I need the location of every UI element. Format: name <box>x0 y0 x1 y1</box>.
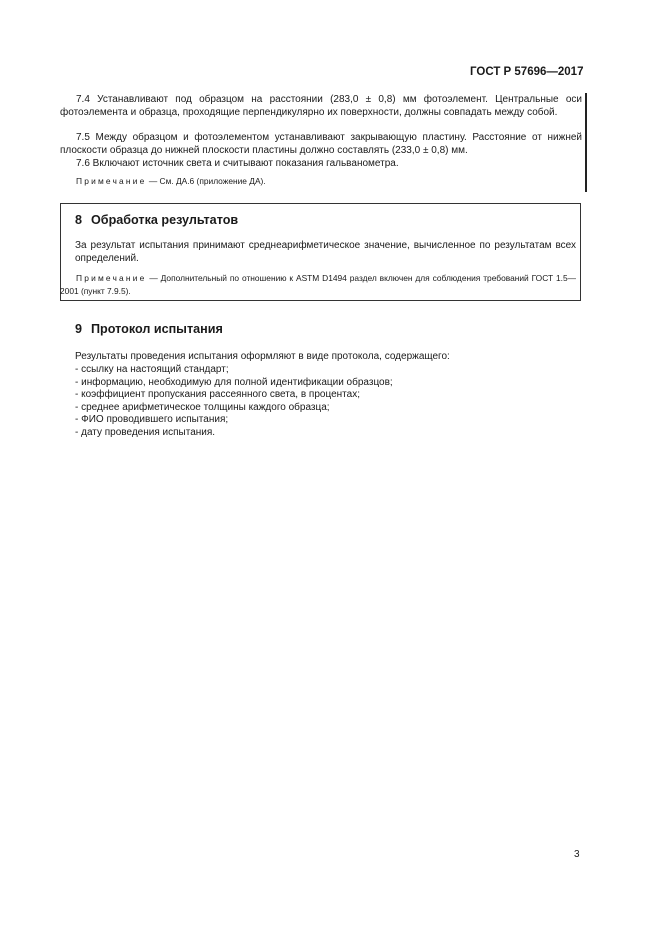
list-item: - информацию, необходимую для полной идентификации образцов; <box>75 376 393 388</box>
page-number: 3 <box>574 849 580 860</box>
paragraph-7-5: 7.5 Между образцом и фотоэлементом устанавливают закрывающую пластину. Расстояние от нижней плоскости образца до нижней плоскости пластины должно составлять (233,0 ± 0,8) мм. <box>60 132 582 156</box>
section-8-number: 8 <box>75 213 83 227</box>
section-9-heading <box>75 322 223 336</box>
protocol-contents-list <box>75 364 545 440</box>
list-item: - коэффициент пропускания рассеянного света, в процентах; <box>75 389 360 401</box>
section-9-number: 9 <box>75 322 83 336</box>
note-label: Примечание <box>76 273 147 283</box>
list-item: - ФИО проводившего испытания; <box>75 414 229 426</box>
list-item: - дату проведения испытания. <box>75 426 216 438</box>
section-8-heading <box>75 213 238 227</box>
paragraph-7-4: 7.4 Устанавливают под образцом на расстоянии (283,0 ± 0,8) мм фотоэлемент. Центральные оси фотоэлемента и образца, проходящие перпендикулярно их поверхности, должны совпадать между собой. <box>60 94 582 118</box>
section-9-intro: Результаты проведения испытания оформляют в виде протокола, содержащего: <box>75 351 450 362</box>
note-label: Примечание <box>76 176 147 186</box>
note-8 <box>60 272 576 297</box>
document-code: ГОСТ Р 57696—2017 <box>470 66 584 78</box>
change-bar <box>585 93 587 192</box>
section-8-text: За результат испытания принимают среднеарифметическое значение, вычисленное по результатам всех определений. <box>75 240 576 264</box>
section-9-title: Протокол испытания <box>91 322 223 336</box>
note-text: — Дополнительный по отношению к ASTM D1494 раздел включен для соблюдения требований ГОСТ 1.5—2001 (пункт 7.9.5). <box>60 273 577 296</box>
section-8-title: Обработка результатов <box>91 213 239 227</box>
note-text: — См. ДА.6 (приложение ДА). <box>148 176 266 186</box>
list-item: - ссылку на настоящий стандарт; <box>75 364 229 375</box>
note-7 <box>60 175 582 188</box>
list-item: - среднее арифметическое толщины каждого образца; <box>75 401 330 413</box>
paragraph-7-6: 7.6 Включают источник света и считывают показания гальванометра. <box>76 158 399 169</box>
